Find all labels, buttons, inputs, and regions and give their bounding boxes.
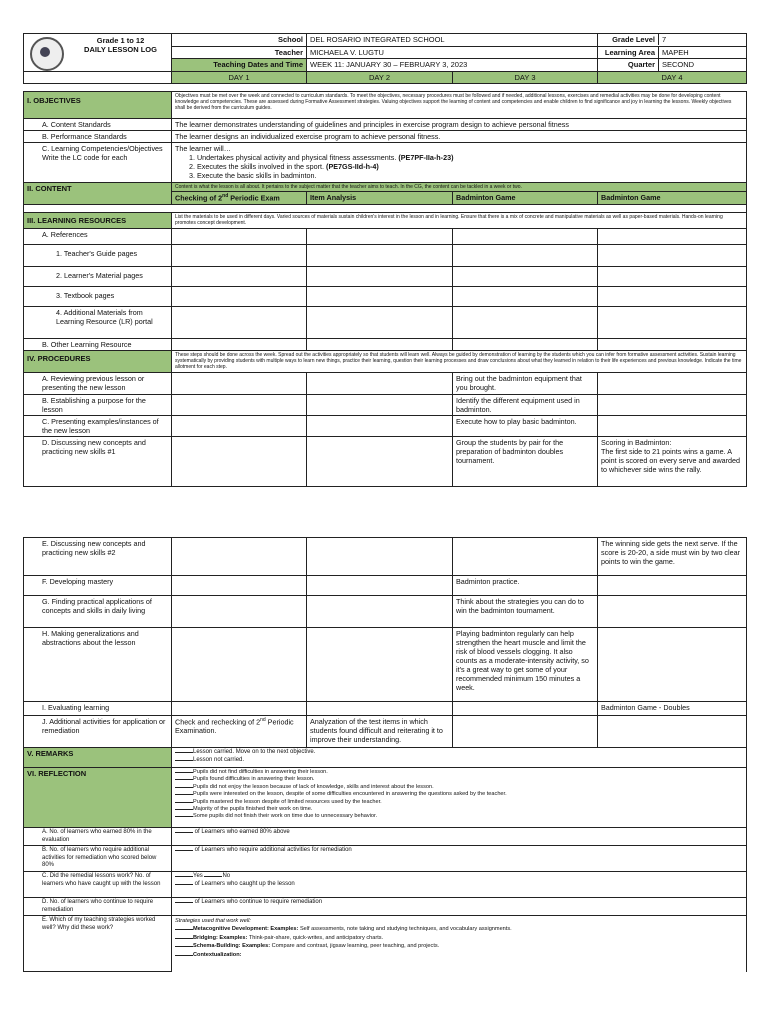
page-two <box>23 537 746 972</box>
competencies-label: C. Learning Competencies/Objectives Write the LC code for each <box>24 143 172 183</box>
competency-3: 3. Execute the basic skills in badminton. <box>189 171 317 181</box>
strategy-contextualization: Contextualization: <box>175 951 743 959</box>
reflection-option: Pupils did not find difficulties in answering their lesson. <box>175 769 743 776</box>
day2-header: DAY 2 <box>307 72 453 84</box>
form-title-line2: DAILY LESSON LOG <box>84 45 157 55</box>
competencies-text <box>172 143 747 183</box>
quarter-value: SECOND <box>662 60 695 70</box>
day1-header: DAY 1 <box>172 72 307 84</box>
additional-materials-label: 4. Additional Materials from Learning Resource (LR) portal <box>24 306 172 338</box>
content-day3: Badminton Game <box>453 192 598 204</box>
school-value: DEL ROSARIO INTEGRATED SCHOOL <box>307 34 598 47</box>
reflection-option: Majority of the pupils finished their work on time. <box>175 806 743 813</box>
competency-1: 1. Undertakes physical activity and physical fitness assessments. (PE7PF-IIa-h-23) <box>189 153 454 163</box>
proc-d-label: D. Discussing new concepts and practicing new skills #1 <box>24 436 172 486</box>
other-resource-label: B. Other Learning Resource <box>24 338 172 350</box>
form-title-line1: Grade 1 to 12 <box>96 36 145 45</box>
remarks-options <box>172 748 747 768</box>
page-one <box>23 33 746 487</box>
day3-header: DAY 3 <box>453 72 598 84</box>
dates-value: WEEK 11: JANUARY 30 – FEBRUARY 3, 2023 <box>307 59 598 72</box>
reflection-d-label: D. No. of learners who continue to require remediation <box>24 898 172 916</box>
remarks-not-carried: Lesson not carried. <box>175 757 743 765</box>
quarter-label: Quarter <box>598 59 659 70</box>
strategies-intro: Strategies used that work well: <box>175 918 251 924</box>
proc-h-label: H. Making generalizations and abstractions about the lesson <box>24 628 172 702</box>
reflection-a-text: of Learners who earned 80% above <box>172 828 747 846</box>
content-title: II. CONTENT <box>24 183 172 204</box>
deped-seal-icon <box>30 37 64 71</box>
procedures-table-cont <box>23 537 747 972</box>
content-standards-label: A. Content Standards <box>24 119 172 131</box>
reflection-option: Pupils were interested on the lesson, despite of some difficulties encountered in answering the questions asked by the teacher. <box>175 791 743 798</box>
proc-f-label: F. Developing mastery <box>24 576 172 596</box>
learners-material-label: 2. Learner's Material pages <box>24 266 172 286</box>
reflection-e-strategies <box>172 916 747 972</box>
school-label: School <box>172 34 307 47</box>
strategy-metacognitive: Metacognitive Development: Examples: Self assessments, note taking and studying techniques, and vocabulary assignments. <box>175 925 743 933</box>
area-value: MAPEH <box>662 47 689 57</box>
reflection-options <box>172 768 747 828</box>
proc-c-day3: Execute how to play basic badminton. <box>453 415 598 436</box>
proc-h-day3: Playing badminton regularly can help strengthen the heart muscle and limit the risk of blood vessels clogging. It also counts as a moderate-intensity activity, so it's a great way to get some of your recommended minimum 150 minutes a week. <box>453 628 598 702</box>
reflection-option: Some pupils did not finish their work on time due to unnecessary behavior. <box>175 813 743 820</box>
day4-header: DAY 4 <box>598 72 747 84</box>
proc-e-day4: The winning side gets the next serve. If the score is 20-20, a side must win by two clear points to win the game. <box>598 538 747 576</box>
remarks-title: V. REMARKS <box>24 748 172 768</box>
reflection-b-text: of Learners who require additional activities for remediation <box>172 846 747 872</box>
teacher-label: Teacher <box>172 46 307 59</box>
references-label: A. References <box>24 228 172 244</box>
proc-j-day1: Check and rechecking of 2nd Periodic Examination. <box>172 716 307 748</box>
performance-standards-text: The learner designs an individualized exercise program to achieve personal fitness. <box>172 131 747 143</box>
textbook-pages-label: 3. Textbook pages <box>24 286 172 306</box>
proc-i-day4: Badminton Game - Doubles <box>598 702 747 716</box>
performance-standards-label: B. Performance Standards <box>24 131 172 143</box>
proc-d-day3: Group the students by pair for the preparation of badminton doubles tournament. <box>453 436 598 486</box>
proc-g-day3: Think about the strategies you can do to win the badminton tournament. <box>453 596 598 628</box>
logo-cell <box>24 34 172 72</box>
strategy-bridging: Bridging: Examples: Think-pair-share, quick-writes, and anticipatory charts. <box>175 934 743 942</box>
teachers-guide-label: 1. Teacher's Guide pages <box>24 244 172 266</box>
content-standards-text: The learner demonstrates understanding of guidelines and principles in exercise program design to achieve personal fitness <box>172 119 747 131</box>
strategy-schema-building: Schema-Building: Examples: Compare and contrast, jigsaw learning, peer teaching, and projects. <box>175 942 743 950</box>
reflection-c-text: Yes No of Learners who caught up the lesson <box>172 872 747 898</box>
proc-f-day3: Badminton practice. <box>453 576 598 596</box>
reflection-a-label: A. No. of learners who earned 80% in the evaluation <box>24 828 172 846</box>
proc-c-label: C. Presenting examples/instances of the new lesson <box>24 415 172 436</box>
proc-g-label: G. Finding practical applications of concepts and skills in daily living <box>24 596 172 628</box>
proc-b-label: B. Establishing a purpose for the lesson <box>24 394 172 415</box>
resources-title: III. LEARNING RESOURCES <box>24 212 172 228</box>
competency-2: 2. Executes the skills involved in the sport. (PE7GS-IId-h-4) <box>189 162 379 172</box>
proc-a-label: A. Reviewing previous lesson or presenting the new lesson <box>24 372 172 394</box>
reflection-title: VI. REFLECTION <box>24 768 172 828</box>
remarks-carried: Lesson carried. Move on to the next objective. <box>175 749 743 757</box>
reflection-option: Pupils did not enjoy the lesson because of lack of knowledge, skills and interest about the lesson. <box>175 784 743 791</box>
reflection-d-text: of Learners who continue to require remediation <box>172 898 747 916</box>
competencies-intro: The learner will… <box>175 144 231 154</box>
area-label: Learning Area <box>598 47 659 58</box>
procedures-note: These steps should be done across the week. Spread out the activities appropriately so that students will learn well. Always be guided by demonstration of learning by the students which you can infer from formative assessment activities. Sustain learning systematically by providing students with multiple ways to learn new things, practice their learning, question their learning processes and draw conclusions about what they learned in relation to their life experiences and previous knowledge. Indicate the time allotment for each step. <box>172 350 747 372</box>
teacher-value: MICHAELA V. LUGTU <box>307 46 598 59</box>
proc-d-day4: Scoring in Badminton: The first side to 21 points wins a game. A point is scored on every serve and awarded to whichever side wins the rally. <box>598 436 747 486</box>
reflection-option: Pupils found difficulties in answering their lesson. <box>175 776 743 783</box>
objectives-title: I. OBJECTIVES <box>24 92 172 119</box>
proc-a-day3: Bring out the badminton equipment that you brought. <box>453 372 598 394</box>
grade-label: Grade Level <box>598 34 659 45</box>
objectives-note: Objectives must be met over the week and connected to curriculum standards. To meet the objectives, necessary procedures must be followed and if needed, additional lessons, exercises and remedial activities may be done for developing content knowledge and competencies. These are assessed during Formative Assessment strategies. Valuing objectives support the learning of content and competencies and enable children to find significance and joy in learning the lessons. Weekly objectives shall be derived from the curriculum guides. <box>172 92 747 119</box>
content-day2: Item Analysis <box>307 192 453 204</box>
proc-e-label: E. Discussing new concepts and practicing new skills #2 <box>24 538 172 576</box>
dates-label: Teaching Dates and Time <box>172 59 307 72</box>
reflection-b-label: B. No. of learners who require additional activities for remediation who scored below 80% <box>24 846 172 872</box>
reflection-option: Pupils mastered the lesson despite of limited resources used by the teacher. <box>175 799 743 806</box>
content-day4: Badminton Game <box>598 192 747 204</box>
proc-j-day2: Analyzation of the test items in which students found difficult and reiterating it to improve their understanding. <box>307 716 453 748</box>
proc-b-day3: Identify the different equipment used in badminton. <box>453 394 598 415</box>
reflection-c-label: C. Did the remedial lessons work? No. of learners who have caught up with the lesson <box>24 872 172 898</box>
header-table <box>23 33 747 487</box>
proc-j-label: J. Additional activities for application or remediation <box>24 716 172 748</box>
grade-value: 7 <box>662 35 667 44</box>
content-day1: Checking of 2nd Periodic Exam <box>172 192 307 204</box>
content-note: Content is what the lesson is all about. It pertains to the subject matter that the teacher aims to teach. In the CG, the content can be tackled in a week or two. <box>172 183 747 192</box>
proc-i-label: I. Evaluating learning <box>24 702 172 716</box>
reflection-e-label: E. Which of my teaching strategies worked well? Why did these work? <box>24 916 172 972</box>
procedures-title: IV. PROCEDURES <box>24 350 172 372</box>
resources-note: List the materials to be used in different days. Varied sources of materials sustain children's interest in the lesson and in learning. Ensure that there is a mix of concrete and manipulative materials as well as paper-based materials. Hands-on learning promotes concept development. <box>172 212 747 228</box>
